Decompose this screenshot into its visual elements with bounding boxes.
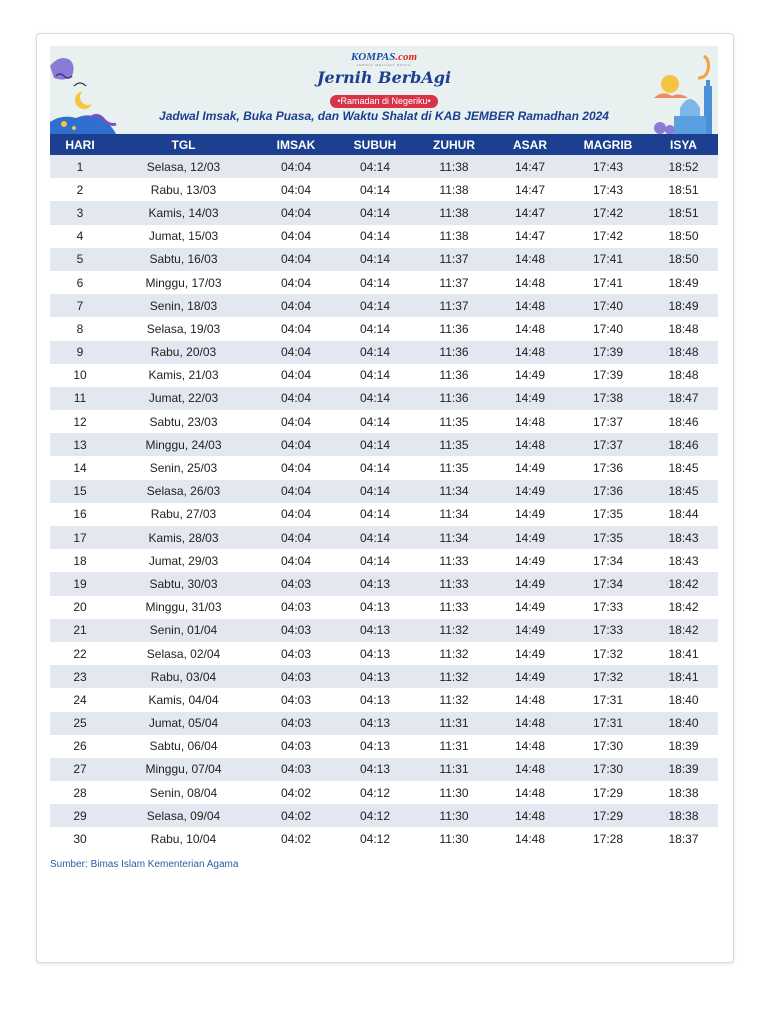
brand-title: Jernih BerbAgi bbox=[316, 68, 452, 87]
cell-asar: 14:49 bbox=[514, 507, 546, 522]
cell-zuhur: 11:36 bbox=[415, 387, 493, 410]
cell-tgl: Jumat, 29/03 bbox=[148, 553, 219, 568]
cell-imsak: 04:03 bbox=[280, 646, 312, 661]
cell-magrib: 17:37 bbox=[592, 414, 624, 429]
cell-imsak: 04:04 bbox=[280, 507, 312, 522]
table-row bbox=[50, 248, 718, 271]
table-row bbox=[50, 596, 718, 619]
cell-subuh: 04:12 bbox=[335, 804, 415, 827]
cell-imsak: 04:04 bbox=[280, 182, 312, 197]
table-row bbox=[50, 294, 718, 317]
cell-imsak: 04:04 bbox=[280, 275, 312, 290]
table-row bbox=[50, 781, 718, 804]
kompas-logo: KOMPAS.com bbox=[350, 51, 418, 63]
col-header-isya: ISYA bbox=[649, 134, 718, 155]
cell-hari: 10 bbox=[73, 368, 87, 383]
cell-isya: 18:48 bbox=[668, 321, 699, 336]
cell-magrib: 17:37 bbox=[567, 433, 649, 456]
cell-asar: 14:48 bbox=[493, 294, 567, 317]
cell-isya: 18:43 bbox=[649, 526, 718, 549]
cell-zuhur: 11:36 bbox=[439, 321, 469, 336]
banner bbox=[50, 46, 718, 134]
cell-isya: 18:39 bbox=[649, 758, 718, 781]
cell-isya: 18:42 bbox=[649, 572, 718, 595]
cell-hari: 27 bbox=[50, 758, 110, 781]
cell-tgl: Minggu, 17/03 bbox=[145, 275, 222, 290]
cell-zuhur: 11:31 bbox=[415, 758, 493, 781]
cell-tgl: Rabu, 27/03 bbox=[150, 507, 217, 522]
cell-isya: 18:47 bbox=[649, 387, 718, 410]
table-header-row bbox=[50, 134, 718, 155]
cell-zuhur: 11:32 bbox=[415, 665, 493, 688]
cell-hari: 2 bbox=[76, 182, 84, 197]
cell-isya: 18:44 bbox=[668, 507, 699, 522]
cell-tgl: Sabtu, 23/03 bbox=[149, 414, 218, 429]
cell-subuh: 04:14 bbox=[335, 387, 415, 410]
cell-subuh: 04:14 bbox=[359, 182, 391, 197]
cell-magrib: 17:33 bbox=[567, 619, 649, 642]
cell-subuh: 04:13 bbox=[335, 572, 415, 595]
cell-subuh: 04:14 bbox=[335, 248, 415, 271]
cell-magrib: 17:31 bbox=[592, 692, 624, 707]
table-row bbox=[50, 758, 718, 781]
cell-imsak: 04:03 bbox=[280, 692, 312, 707]
cell-zuhur: 11:36 bbox=[439, 368, 469, 383]
cell-isya: 18:51 bbox=[649, 201, 718, 224]
cell-tgl: Rabu, 13/03 bbox=[150, 182, 217, 197]
cell-imsak: 04:04 bbox=[280, 368, 312, 383]
cell-imsak: 04:04 bbox=[280, 321, 312, 336]
cell-asar: 14:49 bbox=[493, 665, 567, 688]
cell-zuhur: 11:30 bbox=[439, 832, 469, 847]
table-row bbox=[50, 712, 718, 735]
cell-hari: 25 bbox=[50, 712, 110, 735]
cell-imsak: 04:04 bbox=[257, 526, 335, 549]
cell-magrib: 17:42 bbox=[592, 229, 624, 244]
cell-zuhur: 11:31 bbox=[439, 739, 469, 754]
cell-tgl: Rabu, 10/04 bbox=[150, 832, 217, 847]
cell-hari: 4 bbox=[76, 229, 84, 244]
cell-asar: 14:48 bbox=[493, 804, 567, 827]
cell-imsak: 04:04 bbox=[280, 229, 312, 244]
cell-subuh: 04:13 bbox=[335, 712, 415, 735]
cell-tgl: Senin, 01/04 bbox=[110, 619, 257, 642]
cell-asar: 14:49 bbox=[514, 368, 546, 383]
table-row bbox=[50, 271, 718, 294]
col-header-imsak: IMSAK bbox=[257, 134, 335, 155]
cell-hari: 28 bbox=[73, 785, 87, 800]
cell-asar: 14:48 bbox=[514, 321, 546, 336]
cell-asar: 14:47 bbox=[493, 155, 567, 178]
cell-zuhur: 11:38 bbox=[415, 155, 493, 178]
cell-tgl: Minggu, 24/03 bbox=[110, 433, 257, 456]
cell-magrib: 17:43 bbox=[592, 182, 624, 197]
cell-hari: 13 bbox=[50, 433, 110, 456]
cell-subuh: 04:14 bbox=[359, 507, 391, 522]
cell-isya: 18:46 bbox=[649, 433, 718, 456]
cell-asar: 14:48 bbox=[493, 758, 567, 781]
cell-hari: 12 bbox=[73, 414, 87, 429]
cell-hari: 22 bbox=[73, 646, 87, 661]
table-row bbox=[50, 549, 718, 572]
cell-magrib: 17:33 bbox=[592, 600, 624, 615]
cell-hari: 16 bbox=[73, 507, 87, 522]
cell-imsak: 04:02 bbox=[280, 785, 312, 800]
cell-zuhur: 11:33 bbox=[439, 600, 469, 615]
cell-asar: 14:49 bbox=[493, 619, 567, 642]
cell-zuhur: 11:34 bbox=[439, 507, 469, 522]
cell-tgl: Selasa, 12/03 bbox=[110, 155, 257, 178]
cell-isya: 18:39 bbox=[668, 739, 699, 754]
cell-isya: 18:50 bbox=[668, 229, 699, 244]
cell-zuhur: 11:34 bbox=[415, 526, 493, 549]
col-header-asar: ASAR bbox=[493, 134, 567, 155]
table-row bbox=[50, 526, 718, 549]
cell-zuhur: 11:30 bbox=[439, 785, 469, 800]
cell-imsak: 04:03 bbox=[280, 739, 312, 754]
cell-hari: 7 bbox=[50, 294, 110, 317]
cell-subuh: 04:14 bbox=[359, 275, 391, 290]
cell-hari: 3 bbox=[50, 201, 110, 224]
cell-hari: 21 bbox=[50, 619, 110, 642]
cell-isya: 18:48 bbox=[649, 341, 718, 364]
cell-isya: 18:43 bbox=[668, 553, 699, 568]
cell-magrib: 17:29 bbox=[567, 804, 649, 827]
cell-magrib: 17:38 bbox=[567, 387, 649, 410]
cell-tgl: Kamis, 21/03 bbox=[148, 368, 219, 383]
cell-tgl: Jumat, 15/03 bbox=[148, 229, 219, 244]
cell-magrib: 17:39 bbox=[592, 368, 624, 383]
cell-zuhur: 11:36 bbox=[415, 341, 493, 364]
cell-magrib: 17:29 bbox=[592, 785, 624, 800]
table-row bbox=[50, 201, 718, 224]
cell-asar: 14:48 bbox=[514, 739, 546, 754]
cell-asar: 14:48 bbox=[493, 341, 567, 364]
table-row bbox=[50, 178, 718, 201]
cell-asar: 14:49 bbox=[493, 387, 567, 410]
cell-subuh: 04:13 bbox=[359, 646, 391, 661]
cell-asar: 14:48 bbox=[514, 785, 546, 800]
cell-isya: 18:42 bbox=[668, 600, 699, 615]
cell-subuh: 04:14 bbox=[335, 201, 415, 224]
cell-tgl: Rabu, 20/03 bbox=[110, 341, 257, 364]
cell-subuh: 04:14 bbox=[359, 368, 391, 383]
cell-subuh: 04:14 bbox=[335, 155, 415, 178]
cell-isya: 18:51 bbox=[668, 182, 699, 197]
cell-imsak: 04:04 bbox=[257, 201, 335, 224]
cell-subuh: 04:14 bbox=[359, 321, 391, 336]
cell-hari: 30 bbox=[73, 832, 87, 847]
cell-isya: 18:38 bbox=[649, 804, 718, 827]
cell-hari: 19 bbox=[50, 572, 110, 595]
cell-tgl: Minggu, 07/04 bbox=[110, 758, 257, 781]
cell-imsak: 04:04 bbox=[257, 433, 335, 456]
cell-hari: 20 bbox=[73, 600, 87, 615]
table-row bbox=[50, 804, 718, 827]
logo-tagline: JERNIH MELIHAT DUNIA bbox=[356, 63, 412, 67]
cell-hari: 5 bbox=[50, 248, 110, 271]
cell-hari: 8 bbox=[76, 321, 84, 336]
cell-hari: 17 bbox=[50, 526, 110, 549]
cell-subuh: 04:14 bbox=[335, 294, 415, 317]
cell-asar: 14:48 bbox=[493, 712, 567, 735]
cell-hari: 23 bbox=[50, 665, 110, 688]
cell-zuhur: 11:38 bbox=[415, 201, 493, 224]
cell-magrib: 17:30 bbox=[592, 739, 624, 754]
cell-isya: 18:50 bbox=[649, 248, 718, 271]
cell-zuhur: 11:37 bbox=[415, 294, 493, 317]
cell-hari: 26 bbox=[73, 739, 87, 754]
cell-zuhur: 11:37 bbox=[415, 248, 493, 271]
cell-magrib: 17:34 bbox=[567, 572, 649, 595]
cell-tgl: Sabtu, 16/03 bbox=[110, 248, 257, 271]
cell-tgl: Selasa, 19/03 bbox=[146, 321, 221, 336]
cell-zuhur: 11:38 bbox=[439, 229, 469, 244]
cell-subuh: 04:12 bbox=[359, 832, 391, 847]
cell-imsak: 04:04 bbox=[280, 414, 312, 429]
table-row bbox=[50, 619, 718, 642]
cell-isya: 18:41 bbox=[649, 665, 718, 688]
cell-magrib: 17:28 bbox=[592, 832, 624, 847]
cell-imsak: 04:04 bbox=[257, 294, 335, 317]
cell-tgl: Selasa, 02/04 bbox=[146, 646, 221, 661]
cell-zuhur: 11:38 bbox=[439, 182, 469, 197]
col-header-magrib: MAGRIB bbox=[567, 134, 649, 155]
cell-tgl: Kamis, 14/03 bbox=[110, 201, 257, 224]
cell-subuh: 04:14 bbox=[335, 433, 415, 456]
cell-hari: 11 bbox=[50, 387, 110, 410]
cell-imsak: 04:03 bbox=[257, 758, 335, 781]
cell-tgl: Kamis, 04/04 bbox=[148, 692, 219, 707]
cell-subuh: 04:14 bbox=[359, 461, 391, 476]
cell-subuh: 04:14 bbox=[335, 341, 415, 364]
cell-zuhur: 11:33 bbox=[439, 553, 469, 568]
table-row bbox=[50, 642, 718, 665]
cell-asar: 14:47 bbox=[493, 201, 567, 224]
cell-imsak: 04:03 bbox=[257, 665, 335, 688]
cell-asar: 14:49 bbox=[514, 646, 546, 661]
cell-zuhur: 11:35 bbox=[439, 414, 469, 429]
col-header-zuhur: ZUHUR bbox=[415, 134, 493, 155]
cell-magrib: 17:34 bbox=[592, 553, 624, 568]
cell-magrib: 17:30 bbox=[567, 758, 649, 781]
cell-tgl: Selasa, 26/03 bbox=[110, 480, 257, 503]
cell-hari: 18 bbox=[73, 553, 87, 568]
cell-subuh: 04:13 bbox=[359, 739, 391, 754]
col-header-hari: HARI bbox=[50, 134, 110, 155]
cell-magrib: 17:32 bbox=[567, 665, 649, 688]
cell-subuh: 04:14 bbox=[359, 414, 391, 429]
cell-tgl: Senin, 18/03 bbox=[110, 294, 257, 317]
cell-isya: 18:46 bbox=[668, 414, 699, 429]
cell-magrib: 17:36 bbox=[567, 480, 649, 503]
cell-tgl: Sabtu, 06/04 bbox=[149, 739, 218, 754]
col-header-tgl: TGL bbox=[110, 134, 257, 155]
cell-magrib: 17:40 bbox=[567, 294, 649, 317]
cell-subuh: 04:13 bbox=[359, 692, 391, 707]
cell-zuhur: 11:35 bbox=[415, 433, 493, 456]
cell-imsak: 04:04 bbox=[280, 461, 312, 476]
table-row bbox=[50, 572, 718, 595]
cell-isya: 18:37 bbox=[668, 832, 699, 847]
cell-zuhur: 11:32 bbox=[439, 692, 469, 707]
cell-zuhur: 11:34 bbox=[415, 480, 493, 503]
cell-asar: 14:49 bbox=[514, 553, 546, 568]
table-row bbox=[50, 503, 718, 526]
cell-asar: 14:48 bbox=[514, 414, 546, 429]
cell-asar: 14:48 bbox=[493, 433, 567, 456]
cell-subuh: 04:14 bbox=[359, 229, 391, 244]
cell-imsak: 04:04 bbox=[257, 387, 335, 410]
cell-isya: 18:38 bbox=[668, 785, 699, 800]
col-header-subuh: SUBUH bbox=[335, 134, 415, 155]
cell-zuhur: 11:35 bbox=[439, 461, 469, 476]
cell-tgl: Sabtu, 30/03 bbox=[110, 572, 257, 595]
table-row bbox=[50, 480, 718, 503]
cell-asar: 14:48 bbox=[514, 832, 546, 847]
cell-asar: 14:49 bbox=[493, 480, 567, 503]
cell-subuh: 04:14 bbox=[335, 526, 415, 549]
cell-isya: 18:40 bbox=[668, 692, 699, 707]
table-row bbox=[50, 387, 718, 410]
cell-asar: 14:48 bbox=[514, 692, 546, 707]
cell-hari: 6 bbox=[76, 275, 84, 290]
cell-hari: 15 bbox=[50, 480, 110, 503]
cell-magrib: 17:35 bbox=[567, 526, 649, 549]
cell-zuhur: 11:33 bbox=[415, 572, 493, 595]
cell-zuhur: 11:37 bbox=[439, 275, 469, 290]
cell-isya: 18:45 bbox=[649, 480, 718, 503]
cell-subuh: 04:14 bbox=[359, 553, 391, 568]
cell-magrib: 17:35 bbox=[592, 507, 624, 522]
table-row bbox=[50, 735, 718, 758]
table-row bbox=[50, 827, 718, 850]
cell-imsak: 04:02 bbox=[280, 832, 312, 847]
cell-isya: 18:45 bbox=[668, 461, 699, 476]
table-row bbox=[50, 364, 718, 387]
cell-imsak: 04:03 bbox=[257, 712, 335, 735]
cell-magrib: 17:43 bbox=[567, 155, 649, 178]
cell-tgl: Jumat, 05/04 bbox=[110, 712, 257, 735]
cell-imsak: 04:03 bbox=[280, 600, 312, 615]
cell-zuhur: 11:30 bbox=[415, 804, 493, 827]
cell-asar: 14:49 bbox=[493, 572, 567, 595]
cell-isya: 18:49 bbox=[668, 275, 699, 290]
cell-isya: 18:48 bbox=[668, 368, 699, 383]
cell-isya: 18:40 bbox=[649, 712, 718, 735]
cell-hari: 29 bbox=[50, 804, 110, 827]
cell-tgl: Minggu, 31/03 bbox=[145, 600, 222, 615]
cell-zuhur: 11:31 bbox=[415, 712, 493, 735]
cell-hari: 14 bbox=[73, 461, 87, 476]
cell-hari: 24 bbox=[73, 692, 87, 707]
ramadan-pill: •Ramadan di Negeriku• bbox=[330, 95, 437, 108]
cell-asar: 14:49 bbox=[514, 600, 546, 615]
table-row bbox=[50, 433, 718, 456]
cell-asar: 14:49 bbox=[514, 461, 546, 476]
cell-hari: 9 bbox=[50, 341, 110, 364]
table-row bbox=[50, 410, 718, 433]
cell-imsak: 04:03 bbox=[257, 619, 335, 642]
cell-hari: 1 bbox=[50, 155, 110, 178]
cell-tgl: Selasa, 09/04 bbox=[110, 804, 257, 827]
cell-tgl: Senin, 08/04 bbox=[149, 785, 218, 800]
cell-magrib: 17:41 bbox=[592, 275, 624, 290]
cell-imsak: 04:04 bbox=[257, 248, 335, 271]
cell-magrib: 17:32 bbox=[592, 646, 624, 661]
cell-magrib: 17:36 bbox=[592, 461, 624, 476]
cell-zuhur: 11:32 bbox=[439, 646, 469, 661]
prayer-schedule-table bbox=[50, 134, 718, 851]
cell-subuh: 04:13 bbox=[359, 600, 391, 615]
cell-asar: 14:49 bbox=[493, 526, 567, 549]
cell-imsak: 04:04 bbox=[257, 480, 335, 503]
cell-tgl: Senin, 25/03 bbox=[149, 461, 218, 476]
table-body bbox=[50, 155, 718, 851]
page-title: Jadwal Imsak, Buka Puasa, dan Waktu Shalat di KAB JEMBER Ramadhan 2024 bbox=[159, 109, 609, 123]
table-row bbox=[50, 225, 718, 248]
cell-subuh: 04:13 bbox=[335, 665, 415, 688]
cell-zuhur: 11:32 bbox=[415, 619, 493, 642]
cell-imsak: 04:04 bbox=[257, 155, 335, 178]
cell-isya: 18:41 bbox=[668, 646, 699, 661]
cell-asar: 14:48 bbox=[493, 248, 567, 271]
cell-isya: 18:52 bbox=[649, 155, 718, 178]
cell-imsak: 04:04 bbox=[280, 553, 312, 568]
table-row bbox=[50, 317, 718, 340]
cell-tgl: Rabu, 03/04 bbox=[110, 665, 257, 688]
cell-subuh: 04:13 bbox=[335, 619, 415, 642]
cell-asar: 14:47 bbox=[514, 229, 546, 244]
source-note: Sumber: Bimas Islam Kementerian Agama bbox=[50, 859, 239, 870]
cell-magrib: 17:31 bbox=[567, 712, 649, 735]
cell-magrib: 17:40 bbox=[592, 321, 624, 336]
cell-subuh: 04:14 bbox=[335, 480, 415, 503]
cell-asar: 14:48 bbox=[514, 275, 546, 290]
cell-subuh: 04:12 bbox=[359, 785, 391, 800]
cell-isya: 18:49 bbox=[649, 294, 718, 317]
table-row bbox=[50, 688, 718, 711]
table-row bbox=[50, 665, 718, 688]
cell-imsak: 04:04 bbox=[257, 341, 335, 364]
cell-asar: 14:47 bbox=[514, 182, 546, 197]
cell-isya: 18:42 bbox=[649, 619, 718, 642]
cell-magrib: 17:41 bbox=[567, 248, 649, 271]
table-row bbox=[50, 456, 718, 479]
table-row bbox=[50, 155, 718, 178]
cell-subuh: 04:13 bbox=[335, 758, 415, 781]
cell-tgl: Kamis, 28/03 bbox=[110, 526, 257, 549]
cell-magrib: 17:39 bbox=[567, 341, 649, 364]
cell-imsak: 04:02 bbox=[257, 804, 335, 827]
cell-imsak: 04:03 bbox=[257, 572, 335, 595]
table-row bbox=[50, 341, 718, 364]
cell-tgl: Jumat, 22/03 bbox=[110, 387, 257, 410]
cell-magrib: 17:42 bbox=[567, 201, 649, 224]
